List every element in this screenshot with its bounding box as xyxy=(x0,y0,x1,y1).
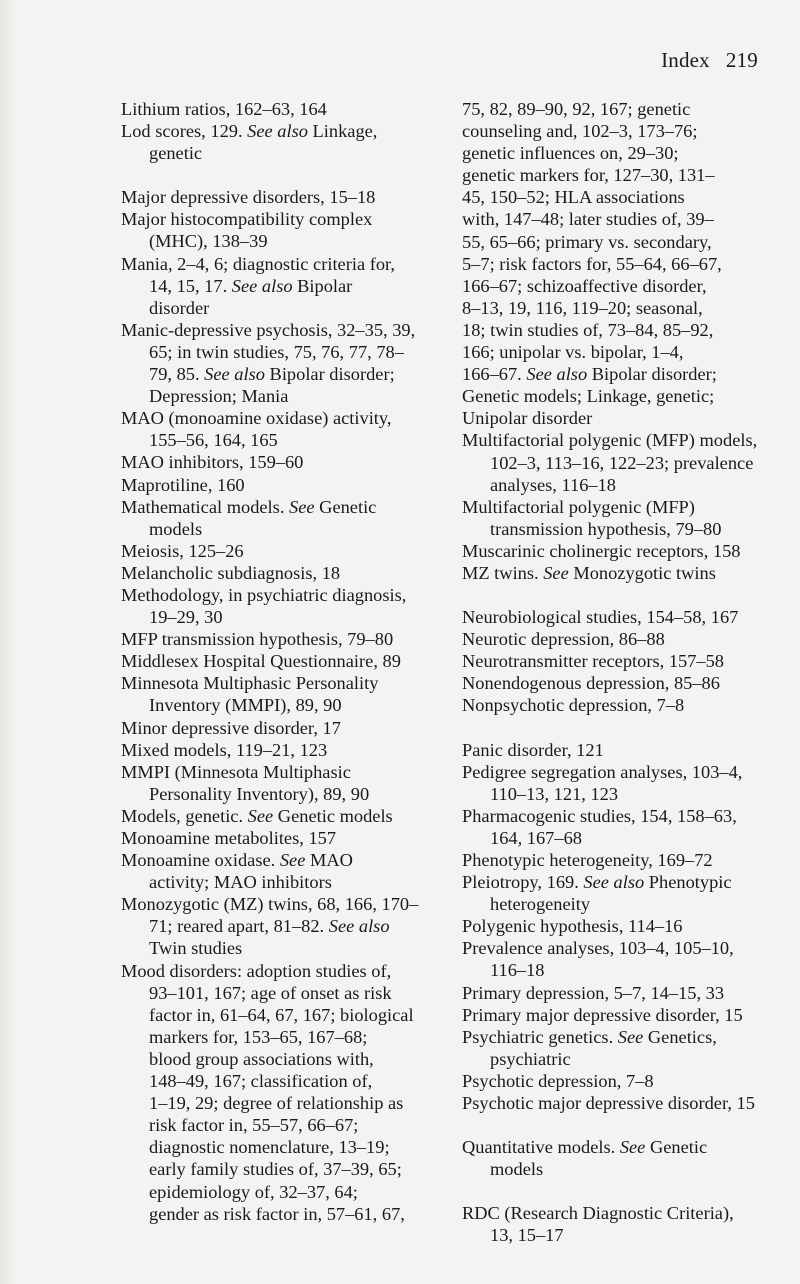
index-entry xyxy=(121,319,466,407)
entry-text: Phenotypic heterogeneity xyxy=(490,872,732,915)
index-entry xyxy=(462,1092,792,1114)
index-entry xyxy=(462,1026,792,1070)
entry-text: Monozygotic (MZ) twins, 68, 166, 170– 71; reared apart, 81–82. xyxy=(121,894,419,937)
entry-text: Major depressive disorders, 15–18 xyxy=(121,187,376,208)
index-entry xyxy=(121,960,466,1225)
index-entry xyxy=(462,540,792,562)
index-entry xyxy=(462,694,792,716)
index-entry xyxy=(462,496,792,540)
cross-reference-label: See xyxy=(289,496,315,517)
cross-reference-label: See also xyxy=(328,916,390,937)
index-entry xyxy=(462,761,792,805)
index-entry xyxy=(462,562,792,584)
index-entry xyxy=(121,186,466,208)
entry-text: Manic-depressive psychosis, 32–35, 39, 65; in twin studies, 75, 76, 77, 78– 79, 85. xyxy=(121,319,416,385)
entry-text: Pleiotropy, 169. xyxy=(462,872,584,893)
cross-reference-label: See xyxy=(247,805,274,826)
entry-text: Nonpsychotic depression, 7–8 xyxy=(462,695,685,716)
letter-group-gap xyxy=(462,1180,792,1202)
index-entry xyxy=(121,474,466,496)
entry-text: Primary depression, 5–7, 14–15, 33 xyxy=(462,982,725,1003)
letter-group-gap xyxy=(462,584,792,606)
entry-text: Mathematical models. xyxy=(121,496,290,517)
entry-text: Models, genetic. xyxy=(121,805,248,826)
index-entry xyxy=(121,893,466,959)
entry-text: Minnesota Multiphasic Personality Inventory (MMPI), 89, 90 xyxy=(121,673,379,716)
entry-text: MZ twins. xyxy=(462,562,544,583)
cross-reference-label: See also xyxy=(526,364,588,385)
index-column-left xyxy=(121,98,466,1225)
entry-text: Maprotiline, 160 xyxy=(121,474,245,495)
entry-text: Muscarinic cholinergic receptors, 158 xyxy=(462,540,741,561)
entry-text: Psychotic depression, 7–8 xyxy=(462,1070,654,1091)
entry-text: Neurotic depression, 86–88 xyxy=(462,629,665,650)
entry-text: Multifactorial polygenic (MFP) models, 102–3, 113–16, 122–23; prevalence analyses, 116–18 xyxy=(462,430,758,495)
entry-text: Monoamine oxidase. xyxy=(121,850,280,871)
index-entry xyxy=(121,805,466,827)
letter-group-gap xyxy=(462,717,792,739)
cross-reference-label: See xyxy=(543,562,569,583)
index-entry xyxy=(462,1136,792,1180)
entry-text: Genetic models xyxy=(273,805,393,826)
index-entry xyxy=(121,253,466,319)
page-edge xyxy=(0,0,16,1284)
entry-text: Quantitative models. xyxy=(462,1137,620,1158)
entry-text: Pharmacogenic studies, 154, 158–63, 164, 167–68 xyxy=(462,805,737,848)
index-entry xyxy=(121,496,466,540)
entry-text: MAO inhibitors, 159–60 xyxy=(121,452,304,473)
entry-text: Mania, 2–4, 6; diagnostic criteria for, 14, 15, 17. xyxy=(121,253,396,296)
entry-text: Pedigree segregation analyses, 103–4, 110–13, 121, 123 xyxy=(462,761,743,804)
index-entry xyxy=(462,672,792,694)
entry-text: Mood disorders: adoption studies of, 93–101, 167; age of onset as risk factor in, 61–64, 67, 167; biological markers for, 153–65, 167–68; blood group associations with, 148–49, 167; classification of, 1–19, 29; degree of relationship as risk factor in, 55–57, 66–67; diagnostic nomenclature, 13–19; early family studies of, 37–39, 65; epidemiology of, 32–37, 64; gender as risk factor in, 57–61, 67, xyxy=(121,960,414,1224)
cross-reference-label: See also xyxy=(204,364,265,385)
index-entry xyxy=(462,1070,792,1092)
running-head xyxy=(661,48,758,73)
index-entry xyxy=(121,717,466,739)
entry-text: Primary major depressive disorder, 15 xyxy=(462,1004,743,1025)
entry-text: MMPI (Minnesota Multiphasic Personality Inventory), 89, 90 xyxy=(121,761,370,804)
entry-text: Genetic models xyxy=(149,496,377,539)
entry-text: Methodology, in psychiatric diagnosis, 19–29, 30 xyxy=(121,584,407,628)
index-entry xyxy=(462,650,792,672)
index-entry xyxy=(121,562,466,584)
entry-text: Genetics, psychiatric xyxy=(490,1026,717,1069)
index-entry xyxy=(462,849,792,871)
index-entry xyxy=(462,805,792,849)
entry-text: Lod scores, 129. xyxy=(121,121,248,142)
index-entry xyxy=(462,1202,792,1246)
entry-text: Nonendogenous depression, 85–86 xyxy=(462,673,720,694)
index-entry xyxy=(121,98,466,120)
entry-text: RDC (Research Diagnostic Criteria), 13, 15–17 xyxy=(462,1203,734,1246)
entry-text: Middlesex Hospital Questionnaire, 89 xyxy=(121,651,401,672)
index-entry xyxy=(121,672,466,716)
index-entry xyxy=(462,628,792,650)
running-head-title: Index xyxy=(661,48,710,72)
index-entry xyxy=(121,407,466,451)
entry-text: Psychiatric genetics. xyxy=(462,1026,618,1047)
index-entry xyxy=(121,628,466,650)
cross-reference-label: See also xyxy=(583,872,645,893)
index-entry xyxy=(121,451,466,473)
index-entry xyxy=(462,915,792,937)
entry-text: Prevalence analyses, 103–4, 105–10, 116–18 xyxy=(462,938,734,981)
entry-text: Phenotypic heterogeneity, 169–72 xyxy=(462,850,713,870)
entry-text: Mixed models, 119–21, 123 xyxy=(121,739,328,760)
cross-reference-label: See xyxy=(619,1137,646,1158)
entry-text: Minor depressive disorder, 17 xyxy=(121,717,341,738)
index-entry xyxy=(121,849,466,893)
index-entry xyxy=(121,584,466,628)
entry-text: Monozygotic twins xyxy=(568,562,716,583)
entry-text: Panic disorder, 121 xyxy=(462,739,604,760)
entry-text: Neurobiological studies, 154–58, 167 xyxy=(462,607,739,628)
index-entry xyxy=(462,1004,792,1026)
cross-reference-label: See also xyxy=(231,275,293,296)
cross-reference-label: See xyxy=(279,850,306,871)
index-entry xyxy=(462,871,792,915)
index-entry xyxy=(462,429,792,495)
entry-text: Genetic models xyxy=(490,1137,708,1180)
entry-text: Multifactorial polygenic (MFP) transmission hypothesis, 79–80 xyxy=(462,496,722,539)
index-entry xyxy=(121,650,466,672)
letter-group-gap xyxy=(462,1114,792,1136)
index-entry xyxy=(121,739,466,761)
entry-text: Neurotransmitter receptors, 157–58 xyxy=(462,651,724,672)
entry-text: MAO (monoamine oxidase) activity, 155–56, 164, 165 xyxy=(121,408,392,451)
index-entry xyxy=(121,540,466,562)
entry-text: 75, 82, 89–90, 92, 167; genetic counseling and, 102–3, 173–76; genetic influences on, 29–30; genetic markers for, 127–30, 131– 45, 150–52; HLA associations with, 147–48; later studies of, 39– 55, 65–66; primary vs. secondary, 5–7; risk factors for, 55–64, 66–67, 166–67; schizoaffective disorder, 8–13, 19, 116, 119–20; seasonal, 18; twin studies of, 73–84, 85–92, 166; unipolar vs. bipolar, 1–4, 166–67. xyxy=(462,99,722,385)
entry-text: Bipolar disorder xyxy=(149,275,353,318)
index-column-right xyxy=(462,98,792,1247)
index-entry xyxy=(121,120,466,164)
index-entry xyxy=(121,208,466,252)
entry-text: Monoamine metabolites, 157 xyxy=(121,828,337,848)
index-entry xyxy=(462,739,792,761)
entry-text: Meiosis, 125–26 xyxy=(121,540,244,561)
index-entry xyxy=(121,827,466,849)
entry-text: Linkage, genetic xyxy=(149,121,378,164)
entry-text: MAO activity; MAO inhibitors xyxy=(149,850,353,893)
entry-text: Bipolar disorder; Depression; Mania xyxy=(149,364,395,407)
page-number: 219 xyxy=(725,48,758,72)
index-entry xyxy=(462,606,792,628)
entry-text: Twin studies xyxy=(149,938,243,959)
index-entry-continuation xyxy=(462,98,792,429)
entry-text: Polygenic hypothesis, 114–16 xyxy=(462,916,683,937)
entry-text: Bipolar disorder; Genetic models; Linkage, genetic; Unipolar disorder xyxy=(462,364,717,429)
letter-group-gap xyxy=(121,164,466,186)
index-entry xyxy=(121,761,466,805)
entry-text: Major histocompatibility complex (MHC), 138–39 xyxy=(121,209,373,252)
entry-text: Psychotic major depressive disorder, 15 xyxy=(462,1093,755,1114)
entry-text: Melancholic subdiagnosis, 18 xyxy=(121,562,341,583)
entry-text: Lithium ratios, 162–63, 164 xyxy=(121,99,327,119)
index-entry xyxy=(462,937,792,981)
cross-reference-label: See xyxy=(617,1026,644,1047)
cross-reference-label: See also xyxy=(247,121,308,142)
entry-text: MFP transmission hypothesis, 79–80 xyxy=(121,629,394,650)
index-entry xyxy=(462,982,792,1004)
